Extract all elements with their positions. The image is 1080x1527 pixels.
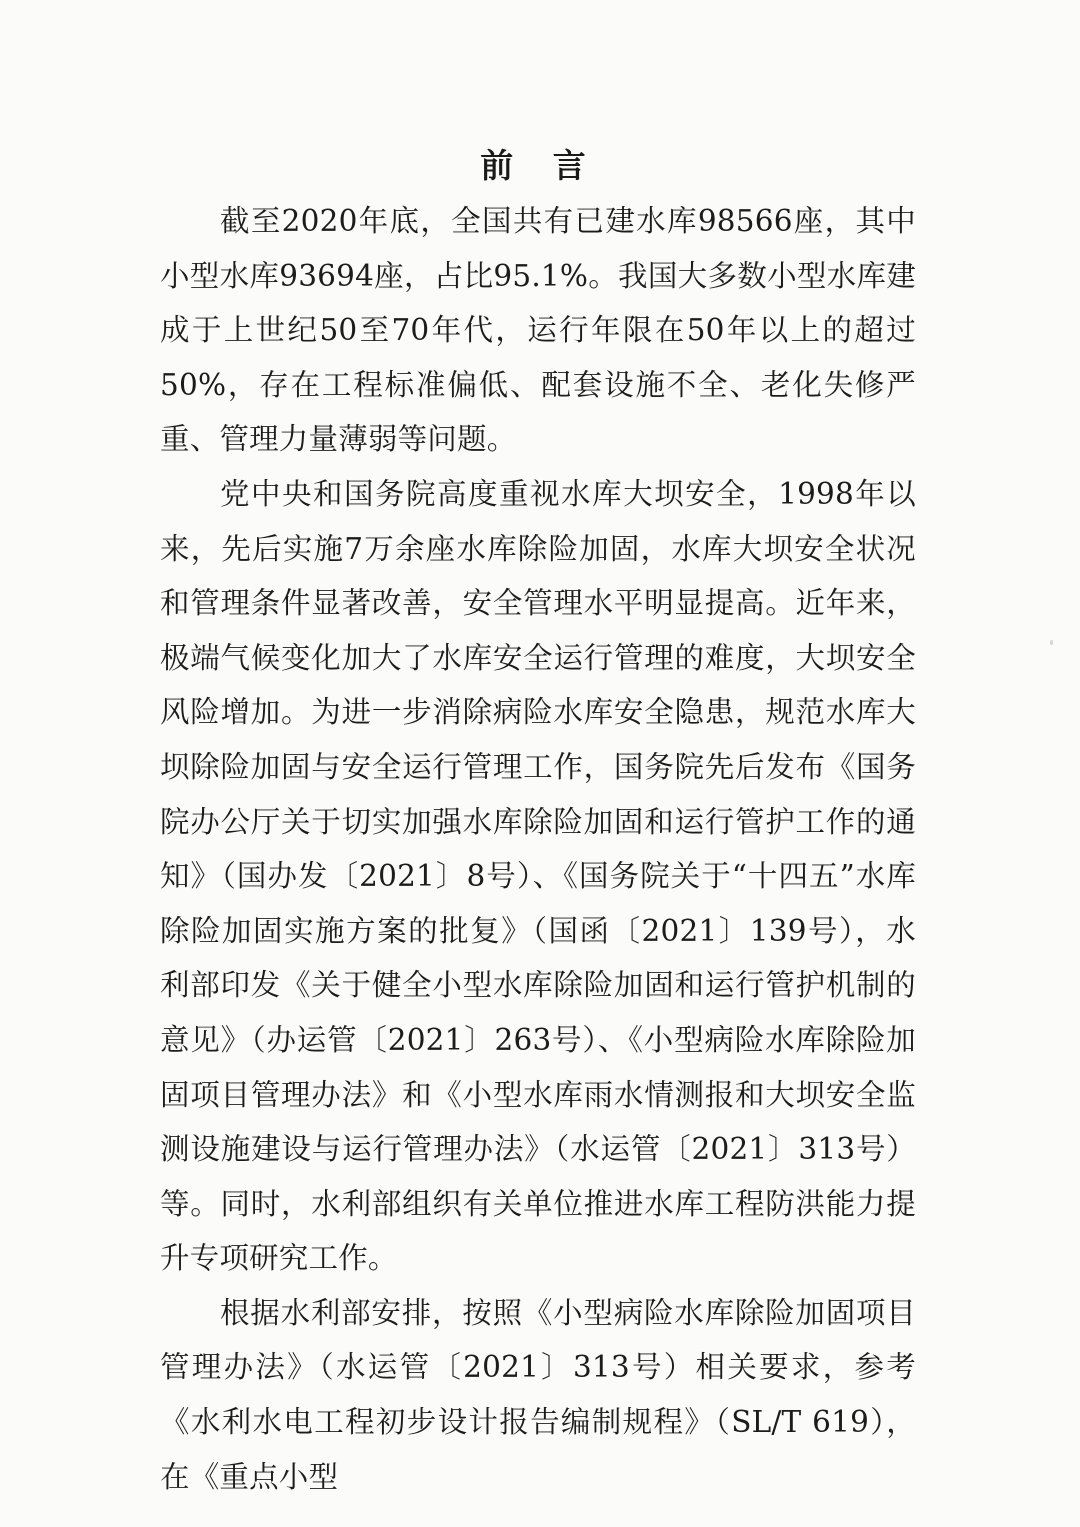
document-body	[160, 194, 916, 1504]
paragraph-2: 党中央和国务院高度重视水库大坝安全，1998年以来，先后实施7万余座水库除险加固，水库大坝安全状况和管理条件显著改善，安全管理水平明显提高。近年来，极端气候变化加大了水库安全运行管理的难度，大坝安全风险增加。为进一步消除病险水库安全隐患，规范水库大坝除险加固与安全运行管理工作，国务院先后发布《国务院办公厅关于切实加强水库除险加固和运行管护工作的通知》（国办发〔2021〕8号）、《国务院关于“十四五”水库除险加固实施方案的批复》（国函〔2021〕139号），水利部印发《关于健全小型水库除险加固和运行管护机制的意见》（办运管〔2021〕263号）、《小型病险水库除险加固项目管理办法》和《小型水库雨水情测报和大坝安全监测设施建设与运行管理办法》（水运管〔2021〕313号）等。同时，水利部组织有关单位推进水库工程防洪能力提升专项研究工作。	[160, 476, 916, 1276]
paragraph-3: 根据水利部安排，按照《小型病险水库除险加固项目管理办法》（水运管〔2021〕313号）相关要求，参考《水利水电工程初步设计报告编制规程》（SL/T 619），在《重点小型	[160, 1295, 916, 1494]
scan-speck	[1050, 640, 1053, 645]
document-title: 前 言	[480, 146, 600, 185]
paragraph-1: 截至2020年底，全国共有已建水库98566座，其中小型水库93694座，占比95.1%。我国大多数小型水库建成于上世纪50至70年代，运行年限在50年以上的超过50%，存在工程标准偏低、配套设施不全、老化失修严重、管理力量薄弱等问题。	[160, 204, 916, 457]
